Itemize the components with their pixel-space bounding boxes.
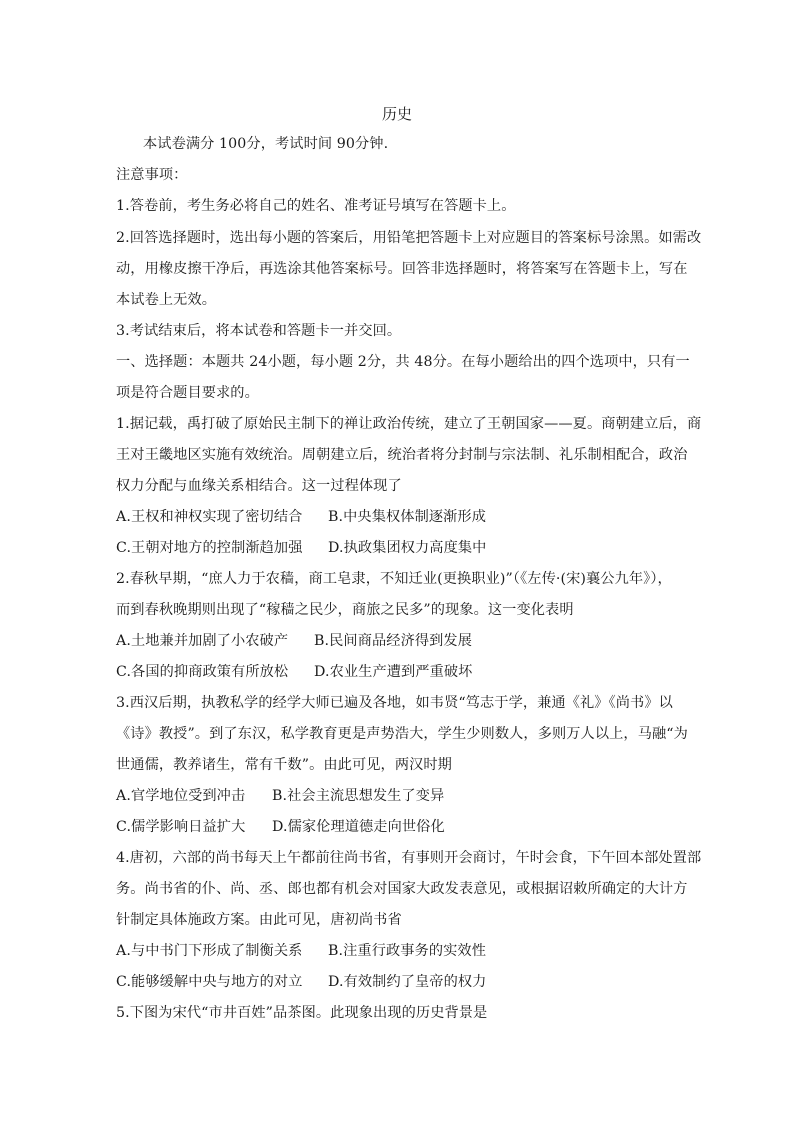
q2-option-a: A.土地兼并加剧了小农破产 <box>116 633 289 649</box>
question-4-stem: 务。尚书省的仆、尚、丞、郎也都有机会对国家大政发表意见，或根据诏敕所确定的大计方 <box>116 881 688 897</box>
page-title: 历史 <box>381 105 412 123</box>
section-heading: 一、选择题：本题共 24小题，每小题 2分，共 48分。在每小题给出的四个选项中，只有一 <box>116 354 690 370</box>
q4-option-c: C.能够缓解中央与地方的对立 <box>116 974 303 990</box>
question-3-options-row-1 <box>116 786 686 806</box>
q1-option-d: D.执政集团权力高度集中 <box>328 540 487 556</box>
q2-option-b: B.民间商品经济得到发展 <box>314 633 473 649</box>
question-3-options-row-2 <box>116 817 686 837</box>
note-line: 本试卷上无效。 <box>116 292 217 308</box>
q3-option-b: B.社会主流思想发生了变异 <box>272 788 445 804</box>
q1-option-b: B.中央集权体制逐渐形成 <box>328 509 487 525</box>
q4-option-b: B.注重行政事务的实效性 <box>328 943 487 959</box>
question-2-options-row-1 <box>116 631 686 651</box>
q2-option-c: C.各国的抑商政策有所放松 <box>116 664 289 680</box>
q1-option-c: C.王朝对地方的控制渐趋加强 <box>116 540 303 556</box>
question-1-options-row-1 <box>116 507 686 527</box>
question-4-stem: 4.唐初，六部的尚书每天上午都前往尚书省，有事则开会商讨，午时会食，下午回本部处置部 <box>116 850 702 866</box>
question-1-stem: 王对王畿地区实施有效统治。周朝建立后，统治者将分封制与宗法制、礼乐制相配合，政治 <box>116 447 688 463</box>
note-line: 3.考试结束后，将本试卷和答题卡一并交回。 <box>116 323 402 339</box>
q4-option-d: D.有效制约了皇帝的权力 <box>328 974 487 990</box>
q3-option-a: A.官学地位受到冲击 <box>116 788 246 804</box>
question-5-stem: 5.下图为宋代“市井百姓”品茶图。此现象出现的历史背景是 <box>116 1005 488 1021</box>
question-3-stem: 世通儒，教养诸生，常有千数”。由此可见，两汉时期 <box>116 757 452 773</box>
q2-option-d: D.农业生产遭到严重破坏 <box>314 664 473 680</box>
question-2-stem: 而到春秋晚期则出现了“稼穑之民少，商旅之民多”的现象。这一变化表明 <box>116 602 574 618</box>
question-1-stem: 1.据记载，禹打破了原始民主制下的禅让政治传统，建立了王朝国家——夏。商朝建立后，商 <box>116 416 702 432</box>
exam-intro: 本试卷满分 100分，考试时间 90分钟. <box>143 136 389 152</box>
note-line: 动，用橡皮擦干净后，再选涂其他答案标号。回答非选择题时，将答案写在答题卡上，写在 <box>116 261 688 277</box>
notes-header: 注意事项： <box>116 167 188 183</box>
section-heading-cont: 项是符合题目要求的。 <box>116 385 259 401</box>
note-line: 2.回答选择题时，选出每小题的答案后，用铅笔把答题卡上对应题目的答案标号涂黑。如需改 <box>116 230 702 246</box>
q3-option-d: D.儒家伦理道德走向世俗化 <box>272 819 445 835</box>
question-3-stem: 3.西汉后期，执教私学的经学大师已遍及各地，如韦贤“笃志于学，兼通《礼》《尚书》以 <box>116 695 673 711</box>
q3-option-c: C.儒学影响日益扩大 <box>116 819 246 835</box>
question-4-stem: 针制定具体施政方案。由此可见，唐初尚书省 <box>116 912 402 928</box>
question-4-options-row-2 <box>116 972 686 992</box>
q1-option-a: A.王权和神权实现了密切结合 <box>116 509 303 525</box>
question-2-options-row-2 <box>116 662 686 682</box>
q4-option-a: A.与中书门下形成了制衡关系 <box>116 943 303 959</box>
question-4-options-row-1 <box>116 941 686 961</box>
question-1-stem: 权力分配与血缘关系相结合。这一过程体现了 <box>116 478 402 494</box>
question-1-options-row-2 <box>116 538 686 558</box>
question-3-stem: 《诗》教授”。到了东汉，私学教育更是声势浩大，学生少则数人，多则万人以上，马融“为 <box>116 726 688 742</box>
note-line: 1.答卷前，考生务必将自己的姓名、准考证号填写在答题卡上。 <box>116 198 516 214</box>
question-2-stem: 2.春秋早期，“庶人力于农穑，商工皂隶，不知迁业(更换职业)”（《左传·(宋)襄公九年》）， <box>116 571 672 587</box>
